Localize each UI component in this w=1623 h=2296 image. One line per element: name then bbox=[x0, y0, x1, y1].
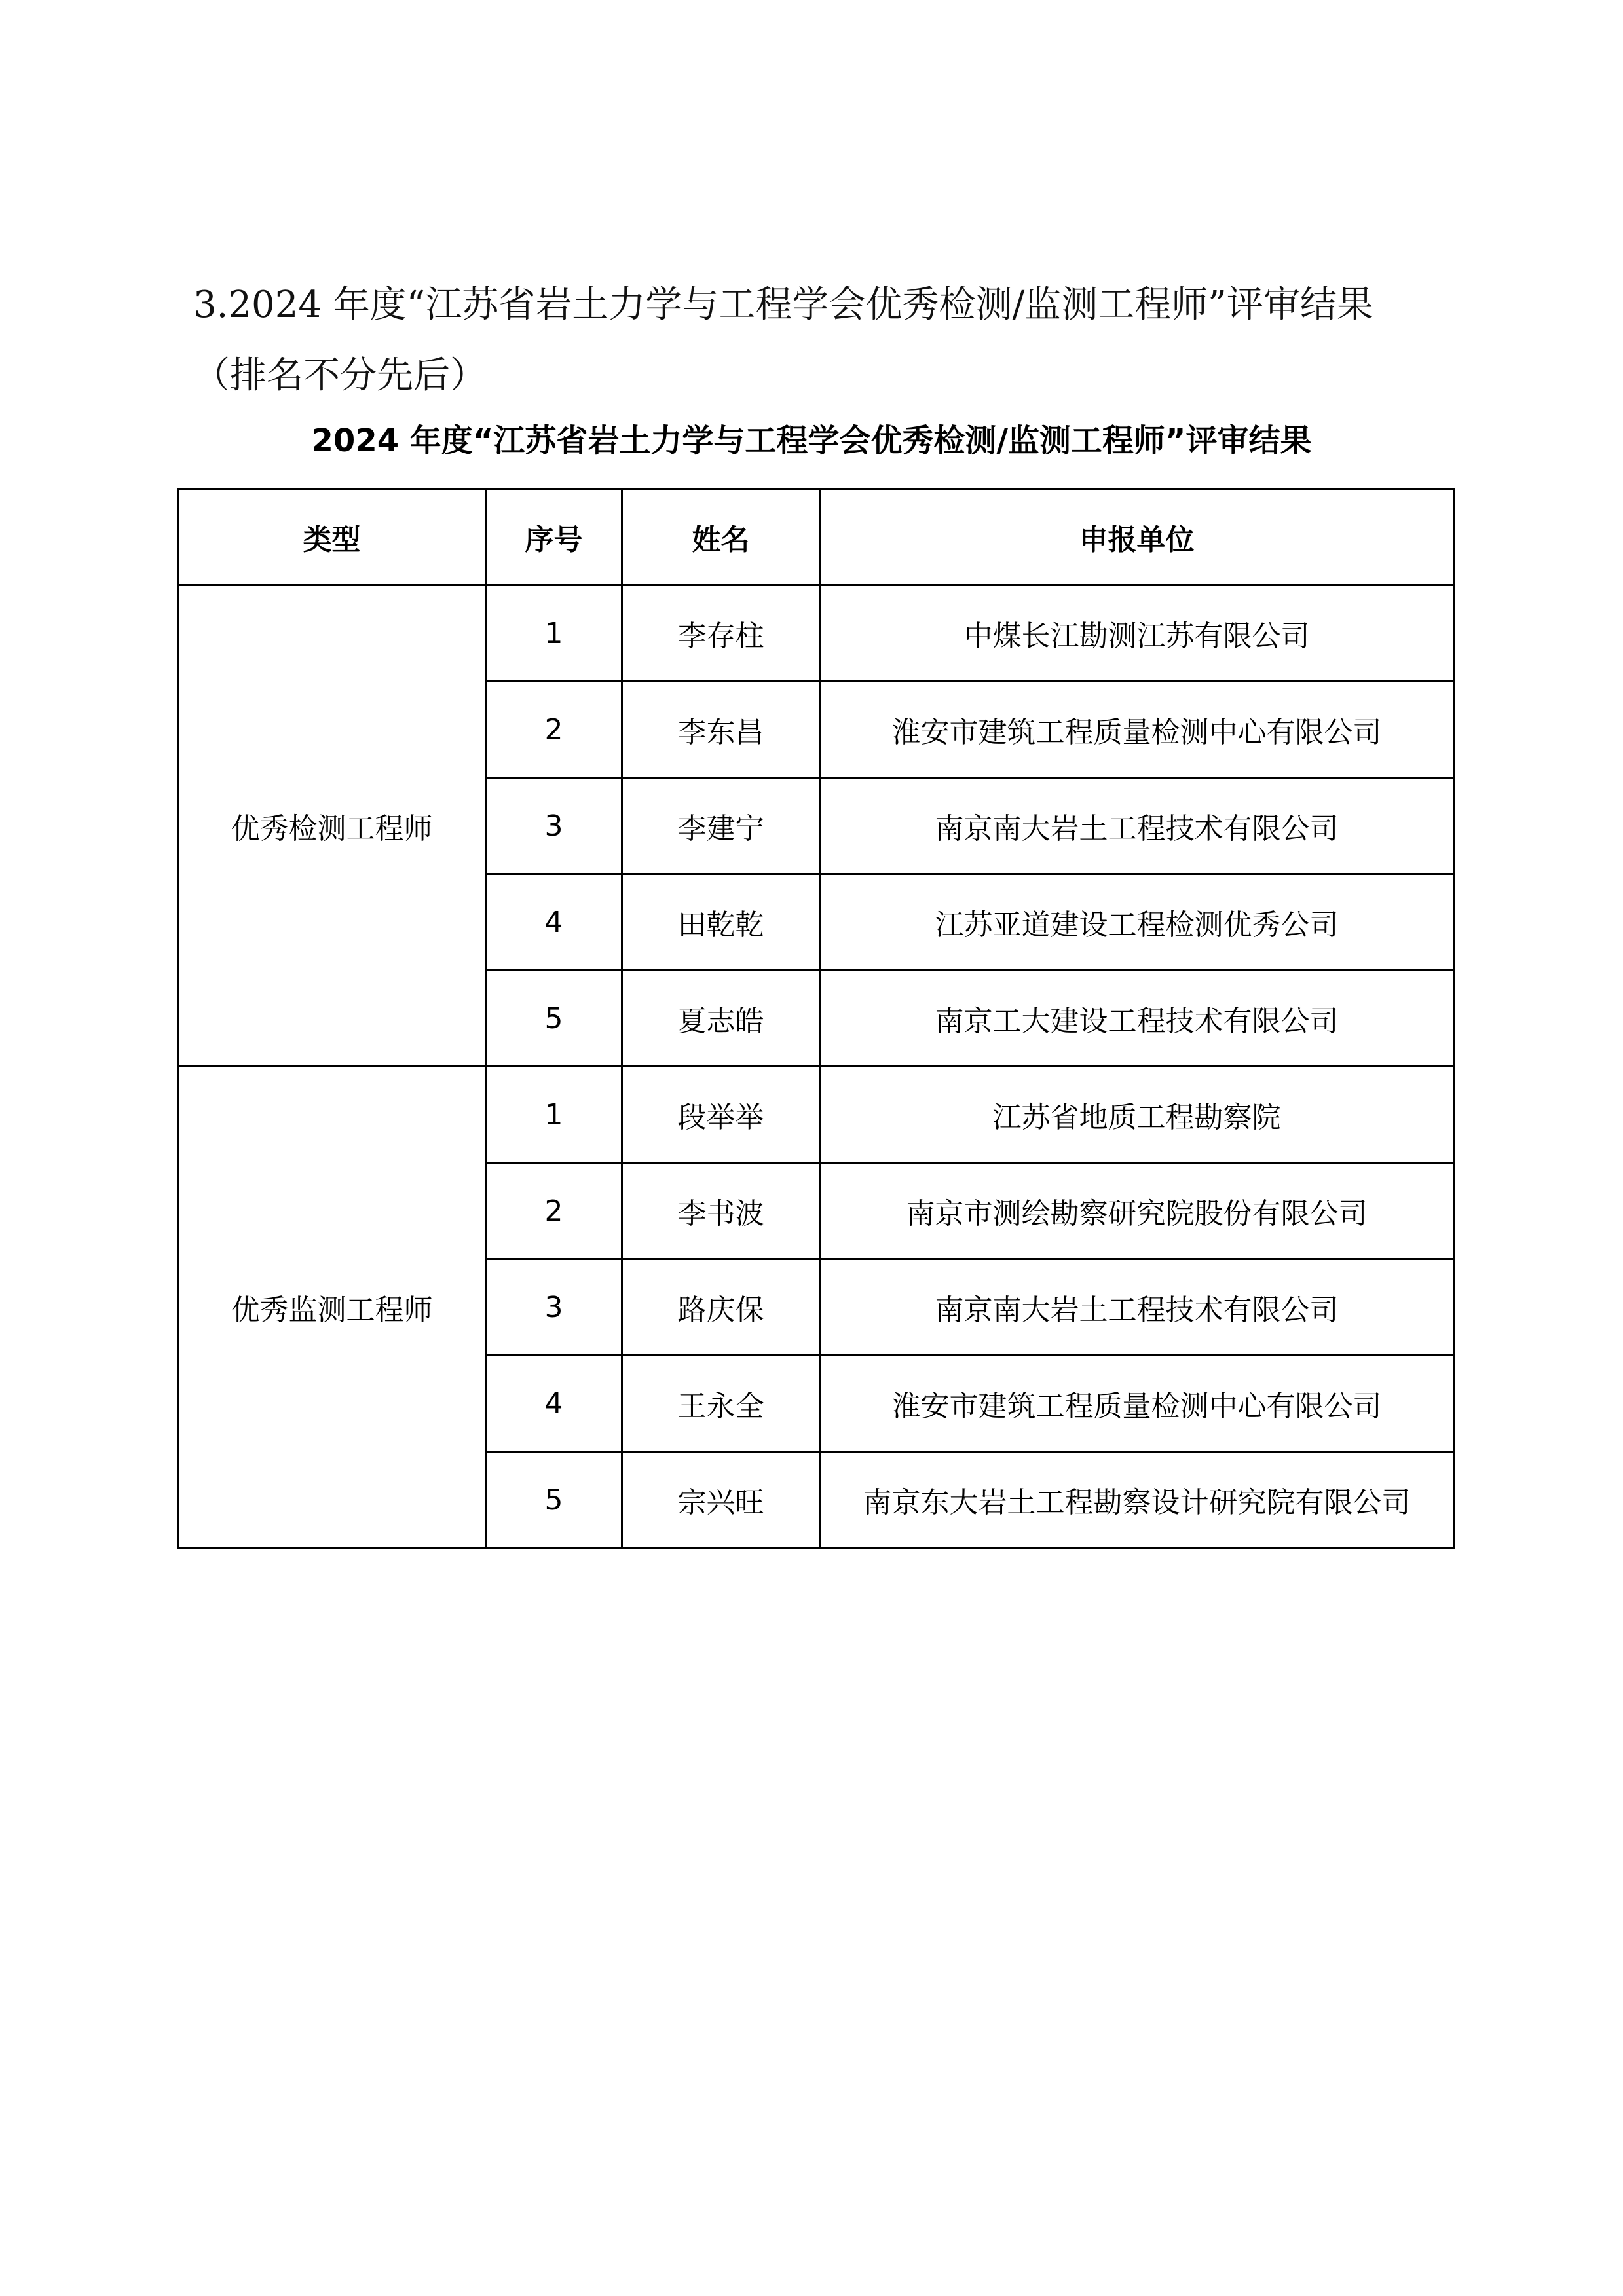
row-unit: 江苏省地质工程勘察院 bbox=[820, 1067, 1454, 1163]
row-name: 李东昌 bbox=[622, 682, 820, 778]
row-name: 李建宁 bbox=[622, 778, 820, 874]
row-number: 1 bbox=[486, 585, 622, 682]
row-unit: 南京东大岩土工程勘察设计研究院有限公司 bbox=[820, 1452, 1454, 1548]
row-unit: 南京工大建设工程技术有限公司 bbox=[820, 971, 1454, 1067]
row-name: 段举举 bbox=[622, 1067, 820, 1163]
row-unit: 南京南大岩土工程技术有限公司 bbox=[820, 1259, 1454, 1356]
row-number: 2 bbox=[486, 1163, 622, 1259]
row-unit: 江苏亚道建设工程检测优秀公司 bbox=[820, 874, 1454, 971]
row-number: 2 bbox=[486, 682, 622, 778]
row-unit: 淮安市建筑工程质量检测中心有限公司 bbox=[820, 682, 1454, 778]
header-name: 姓名 bbox=[622, 489, 820, 585]
row-name: 李书波 bbox=[622, 1163, 820, 1259]
row-unit: 南京南大岩土工程技术有限公司 bbox=[820, 778, 1454, 874]
row-number: 4 bbox=[486, 874, 622, 971]
table-row bbox=[178, 1067, 1454, 1163]
table-row bbox=[178, 585, 1454, 682]
section-heading bbox=[193, 270, 1503, 411]
row-name: 李存柱 bbox=[622, 585, 820, 682]
row-name: 王永全 bbox=[622, 1356, 820, 1452]
row-number: 3 bbox=[486, 778, 622, 874]
row-unit: 南京市测绘勘察研究院股份有限公司 bbox=[820, 1163, 1454, 1259]
table-title: 2024 年度“江苏省岩土力学与工程学会优秀检测/监测工程师”评审结果 bbox=[311, 422, 1312, 459]
row-number: 1 bbox=[486, 1067, 622, 1163]
group-type-cell: 优秀监测工程师 bbox=[178, 1067, 486, 1548]
row-name: 宗兴旺 bbox=[622, 1452, 820, 1548]
results-table bbox=[177, 488, 1455, 1549]
row-name: 田乾乾 bbox=[622, 874, 820, 971]
row-name: 夏志皓 bbox=[622, 971, 820, 1067]
group-type-cell: 优秀检测工程师 bbox=[178, 585, 486, 1067]
row-number: 5 bbox=[486, 971, 622, 1067]
row-unit: 中煤长江勘测江苏有限公司 bbox=[820, 585, 1454, 682]
row-name: 路庆保 bbox=[622, 1259, 820, 1356]
row-unit: 淮安市建筑工程质量检测中心有限公司 bbox=[820, 1356, 1454, 1452]
heading-line-2: （排名不分先后） bbox=[193, 354, 487, 397]
header-number: 序号 bbox=[486, 489, 622, 585]
row-number: 3 bbox=[486, 1259, 622, 1356]
header-type: 类型 bbox=[178, 489, 486, 585]
row-number: 5 bbox=[486, 1452, 622, 1548]
table-header-row bbox=[178, 489, 1454, 585]
header-unit: 申报单位 bbox=[820, 489, 1454, 585]
heading-line-1: 3.2024 年度“江苏省岩土力学与工程学会优秀检测/监测工程师”评审结果 bbox=[193, 284, 1373, 326]
row-number: 4 bbox=[486, 1356, 622, 1452]
